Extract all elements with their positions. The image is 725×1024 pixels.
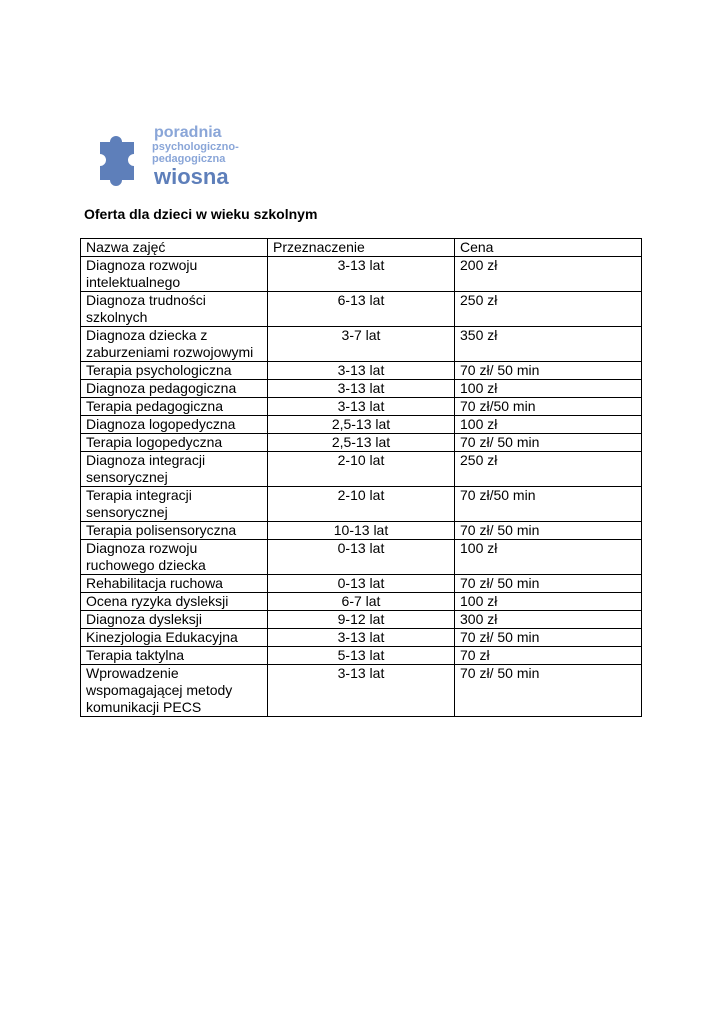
table-row xyxy=(81,362,642,380)
header-cell-price: Cena xyxy=(455,239,642,257)
cell-name: Wprowadzenie wspomagającej metody komunikacji PECS xyxy=(81,665,268,717)
cell-purpose: 2-10 lat xyxy=(268,452,455,487)
cell-price: 70 zł/ 50 min xyxy=(455,665,642,717)
cell-name: Terapia polisensoryczna xyxy=(81,522,268,540)
cell-price: 350 zł xyxy=(455,327,642,362)
cell-purpose: 6-7 lat xyxy=(268,593,455,611)
cell-purpose: 3-13 lat xyxy=(268,380,455,398)
cell-name: Terapia logopedyczna xyxy=(81,434,268,452)
cell-purpose: 2-10 lat xyxy=(268,487,455,522)
cell-price: 70 zł/ 50 min xyxy=(455,575,642,593)
cell-name: Diagnoza rozwoju ruchowego dziecka xyxy=(81,540,268,575)
cell-price: 250 zł xyxy=(455,452,642,487)
cell-purpose: 3-13 lat xyxy=(268,257,455,292)
cell-price: 70 zł/ 50 min xyxy=(455,362,642,380)
cell-purpose: 0-13 lat xyxy=(268,575,455,593)
table-row xyxy=(81,452,642,487)
cell-purpose: 10-13 lat xyxy=(268,522,455,540)
cell-price: 100 zł xyxy=(455,540,642,575)
table-row xyxy=(81,593,642,611)
cell-name: Diagnoza pedagogiczna xyxy=(81,380,268,398)
cell-name: Terapia taktylna xyxy=(81,647,268,665)
table-row xyxy=(81,416,642,434)
cell-purpose: 3-13 lat xyxy=(268,398,455,416)
puzzle-icon xyxy=(96,122,256,188)
table-row xyxy=(81,611,642,629)
table-row xyxy=(81,398,642,416)
table-row xyxy=(81,327,642,362)
cell-purpose: 2,5-13 lat xyxy=(268,434,455,452)
cell-purpose: 3-13 lat xyxy=(268,665,455,717)
offer-table xyxy=(80,238,642,717)
table-row xyxy=(81,665,642,717)
table-row xyxy=(81,575,642,593)
cell-price: 70 zł/50 min xyxy=(455,487,642,522)
cell-price: 70 zł/ 50 min xyxy=(455,629,642,647)
logo-line2: psychologiczno- xyxy=(152,141,239,153)
table-row xyxy=(81,434,642,452)
cell-purpose: 6-13 lat xyxy=(268,292,455,327)
cell-price: 70 zł/ 50 min xyxy=(455,522,642,540)
cell-purpose: 0-13 lat xyxy=(268,540,455,575)
cell-price: 100 zł xyxy=(455,416,642,434)
cell-name: Diagnoza integracji sensorycznej xyxy=(81,452,268,487)
table-row xyxy=(81,647,642,665)
cell-name: Kinezjologia Edukacyjna xyxy=(81,629,268,647)
cell-purpose: 3-7 lat xyxy=(268,327,455,362)
cell-name: Terapia integracji sensorycznej xyxy=(81,487,268,522)
cell-price: 100 zł xyxy=(455,380,642,398)
cell-name: Terapia psychologiczna xyxy=(81,362,268,380)
table-row xyxy=(81,522,642,540)
cell-price: 70 zł/50 min xyxy=(455,398,642,416)
cell-name: Rehabilitacja ruchowa xyxy=(81,575,268,593)
cell-price: 300 zł xyxy=(455,611,642,629)
cell-name: Ocena ryzyka dysleksji xyxy=(81,593,268,611)
cell-price: 250 zł xyxy=(455,292,642,327)
table-row xyxy=(81,292,642,327)
table-row xyxy=(81,540,642,575)
logo xyxy=(96,122,256,188)
cell-purpose: 2,5-13 lat xyxy=(268,416,455,434)
cell-price: 200 zł xyxy=(455,257,642,292)
cell-price: 100 zł xyxy=(455,593,642,611)
cell-name: Diagnoza trudności szkolnych xyxy=(81,292,268,327)
header-cell-purpose: Przeznaczenie xyxy=(268,239,455,257)
header-cell-name: Nazwa zajęć xyxy=(81,239,268,257)
cell-purpose: 5-13 lat xyxy=(268,647,455,665)
table-row xyxy=(81,487,642,522)
cell-name: Diagnoza logopedyczna xyxy=(81,416,268,434)
cell-name: Diagnoza dziecka z zaburzeniami rozwojowymi xyxy=(81,327,268,362)
cell-name: Terapia pedagogiczna xyxy=(81,398,268,416)
cell-price: 70 zł xyxy=(455,647,642,665)
table-header-row xyxy=(81,239,642,257)
table-row xyxy=(81,380,642,398)
logo-line1: poradnia xyxy=(154,124,222,141)
cell-price: 70 zł/ 50 min xyxy=(455,434,642,452)
logo-line3: pedagogiczna xyxy=(152,153,226,165)
logo-line4: wiosna xyxy=(154,164,229,188)
cell-name: Diagnoza rozwoju intelektualnego xyxy=(81,257,268,292)
table-row xyxy=(81,257,642,292)
page-title: Oferta dla dzieci w wieku szkolnym xyxy=(84,206,318,222)
cell-name: Diagnoza dysleksji xyxy=(81,611,268,629)
table-row xyxy=(81,629,642,647)
cell-purpose: 3-13 lat xyxy=(268,362,455,380)
cell-purpose: 9-12 lat xyxy=(268,611,455,629)
cell-purpose: 3-13 lat xyxy=(268,629,455,647)
